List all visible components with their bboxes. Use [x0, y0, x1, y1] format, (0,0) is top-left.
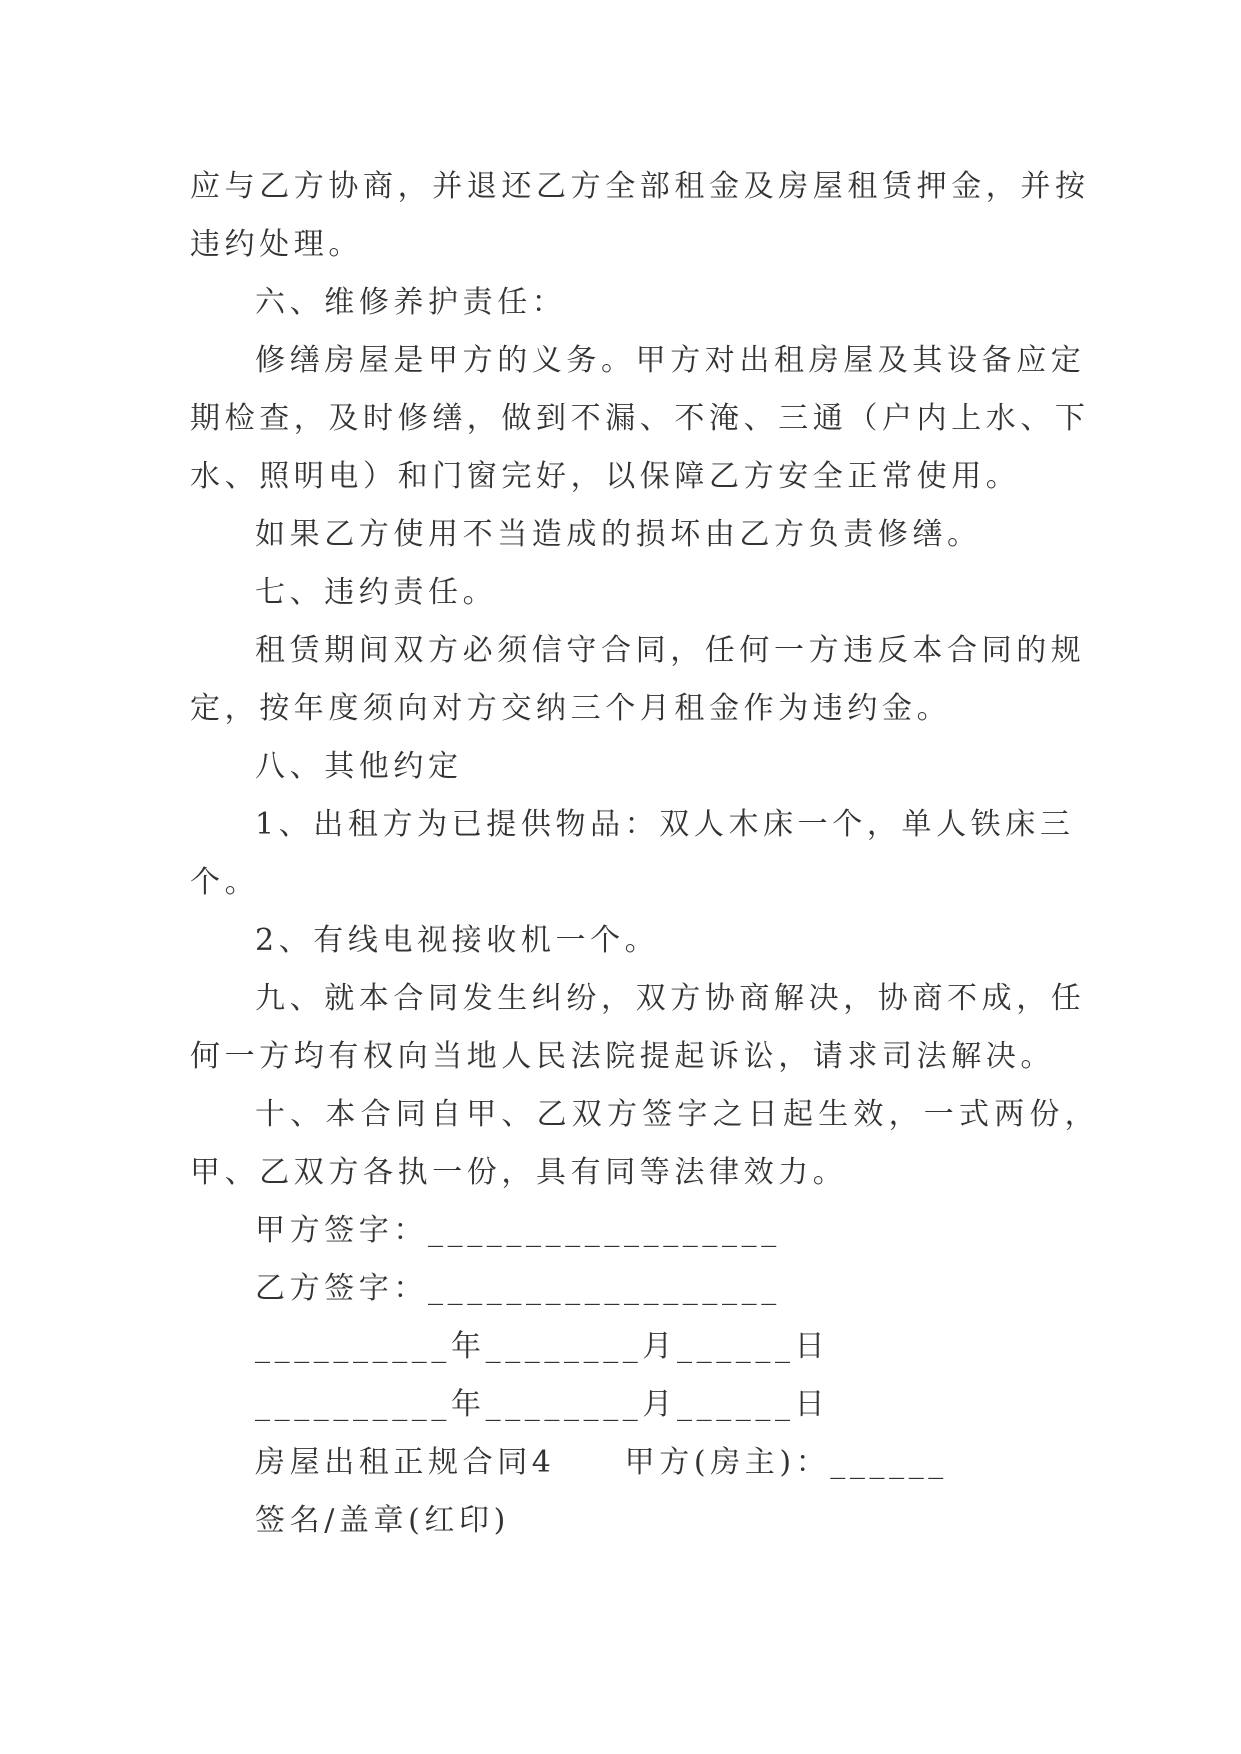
date-field: __________年________月______日 — [255, 1329, 830, 1364]
body-text-line: 个。 — [190, 865, 260, 900]
contract-title-line: 房屋出租正规合同4 甲方(房主)：______ — [255, 1445, 948, 1480]
body-text-line: 2、有线电视接收机一个。 — [255, 923, 660, 958]
body-text-line: 违约处理。 — [190, 227, 363, 262]
seal-line: 签名/盖章(红印) — [255, 1503, 510, 1538]
body-text-line: 甲、乙双方各执一份，具有同等法律效力。 — [190, 1155, 848, 1190]
body-text-line: 十、本合同自甲、乙双方签字之日起生效，一式两份， — [255, 1097, 1100, 1132]
body-text-line: 水、照明电）和门窗完好，以保障乙方安全正常使用。 — [190, 459, 1021, 494]
party-b-signature-field: 乙方签字：__________________ — [255, 1271, 781, 1306]
section-heading-maintenance: 六、维修养护责任： — [255, 285, 567, 320]
date-field: __________年________月______日 — [255, 1387, 830, 1422]
body-text-line: 租赁期间双方必须信守合同，任何一方违反本合同的规 — [255, 633, 1086, 668]
body-text-line: 如果乙方使用不当造成的损坏由乙方负责修缮。 — [255, 517, 982, 552]
section-heading-breach: 七、违约责任。 — [255, 575, 498, 610]
body-text-line: 九、就本合同发生纠纷，双方协商解决，协商不成，任 — [255, 981, 1086, 1016]
body-text-line: 应与乙方协商，并退还乙方全部租金及房屋租赁押金，并按 — [190, 169, 1090, 204]
document-page — [190, 158, 1100, 1550]
body-text-line: 1、出租方为已提供物品：双人木床一个，单人铁床三 — [255, 807, 1075, 842]
body-text-line: 修缮房屋是甲方的义务。甲方对出租房屋及其设备应定 — [255, 343, 1086, 378]
party-a-signature-field: 甲方签字：__________________ — [255, 1213, 781, 1248]
body-text-line: 何一方均有权向当地人民法院提起诉讼，请求司法解决。 — [190, 1039, 1055, 1074]
body-text-line: 期检查，及时修缮，做到不漏、不淹、三通（户内上水、下 — [190, 401, 1090, 436]
body-text-line: 定，按年度须向对方交纳三个月租金作为违约金。 — [190, 691, 952, 726]
section-heading-other: 八、其他约定 — [255, 749, 463, 784]
